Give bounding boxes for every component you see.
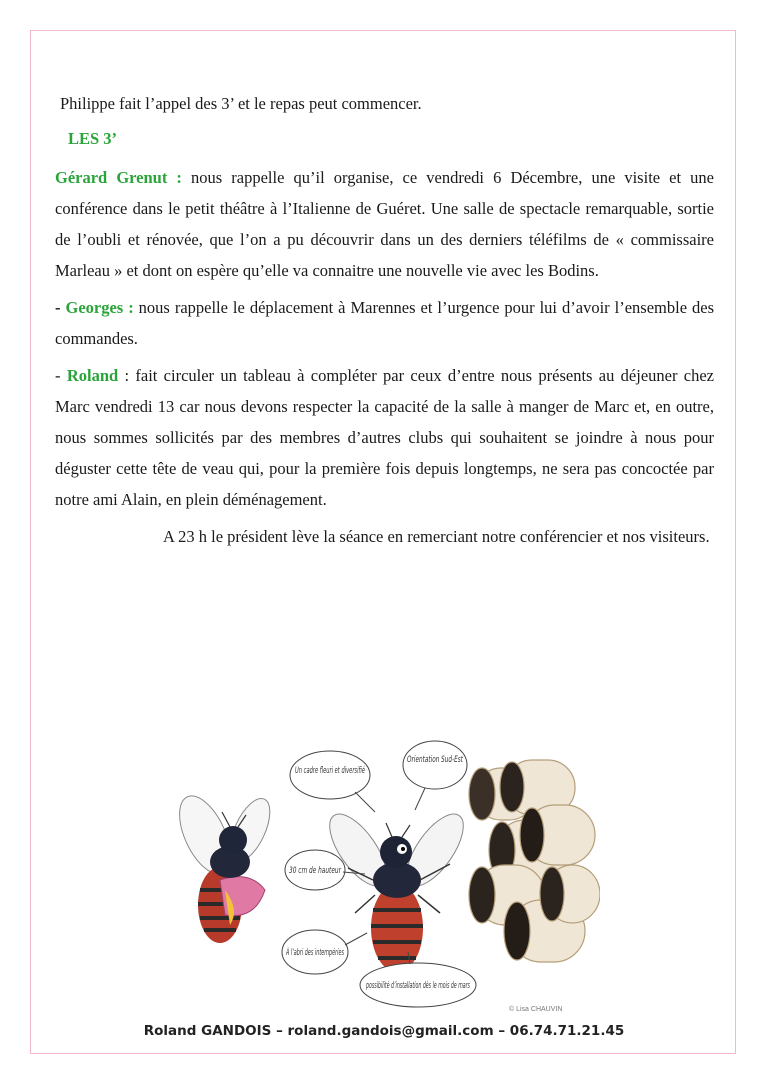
bee-hotel-illustration — [170, 740, 600, 1020]
paragraph-georges — [55, 292, 714, 354]
bubble-text-4: À l’abri des intempéries — [286, 948, 388, 958]
paragraph-text: nous rappelle qu’il organise, ce vendredi 6 Décembre, une visite et une conférence dans le petit théâtre à l’Italienne de Guéret. Une salle de spectacle remarquable, sortie de l’oubli et rénovée, que l’on a pu découvrir dans un des derniers téléfilms de « commissaire Marleau » et dont on espère qu’elle va connaitre une nouvelle vie avec les Bodins. — [55, 168, 714, 280]
bamboo-tubes — [469, 760, 600, 962]
speaker-name: Georges : — [65, 298, 134, 317]
paragraph-text: : fait circuler un tableau à compléter par ceux d’entre nous présents au déjeuner chez Marc vendredi 13 car nous devons respecter la capacité de la salle à manger de Marc et, en outre, nous sommes sollicités par des membres d’autres clubs qui souhaitent se joindre à nous pour déguster cette tête de veau qui, pour la première fois depuis longtemps, ne sera pas concoctée par notre ami Alain, en plein déménagement. — [55, 366, 714, 509]
bubble-text-3: 30 cm de hauteur — [289, 866, 342, 876]
illustration-credit: © Lisa CHAUVIN — [509, 1006, 563, 1013]
speaker-name: Gérard Grenut : — [55, 168, 182, 187]
footer-contact: Roland GANDOIS – roland.gandois@gmail.com – 06.74.71.21.45 — [143, 1023, 625, 1039]
document-body — [55, 88, 714, 552]
section-heading: LES 3’ — [68, 129, 118, 148]
paragraph-prefix: - — [55, 366, 67, 385]
closing-paragraph: A 23 h le président lève la séance en remerciant notre conférencier et nos visiteurs. — [163, 527, 710, 546]
paragraph-text: nous rappelle le déplacement à Marennes et l’urgence pour lui d’avoir l’ensemble des commandes. — [55, 298, 714, 348]
paragraph-prefix: - — [55, 298, 66, 317]
intro-line: Philippe fait l’appel des 3’ et le repas peut commencer. — [60, 94, 422, 113]
paragraph-roland — [55, 360, 714, 515]
paragraph-gerard — [55, 162, 714, 286]
bubble-text-2: Orientation Sud-Est — [407, 755, 464, 765]
bubble-text-1: Un cadre fleuri et diversifié — [295, 766, 411, 776]
left-bee — [170, 788, 278, 943]
bubble-text-5: possibilité d’installation dès le mois de mars — [366, 981, 556, 991]
speaker-name: Roland — [66, 366, 119, 385]
